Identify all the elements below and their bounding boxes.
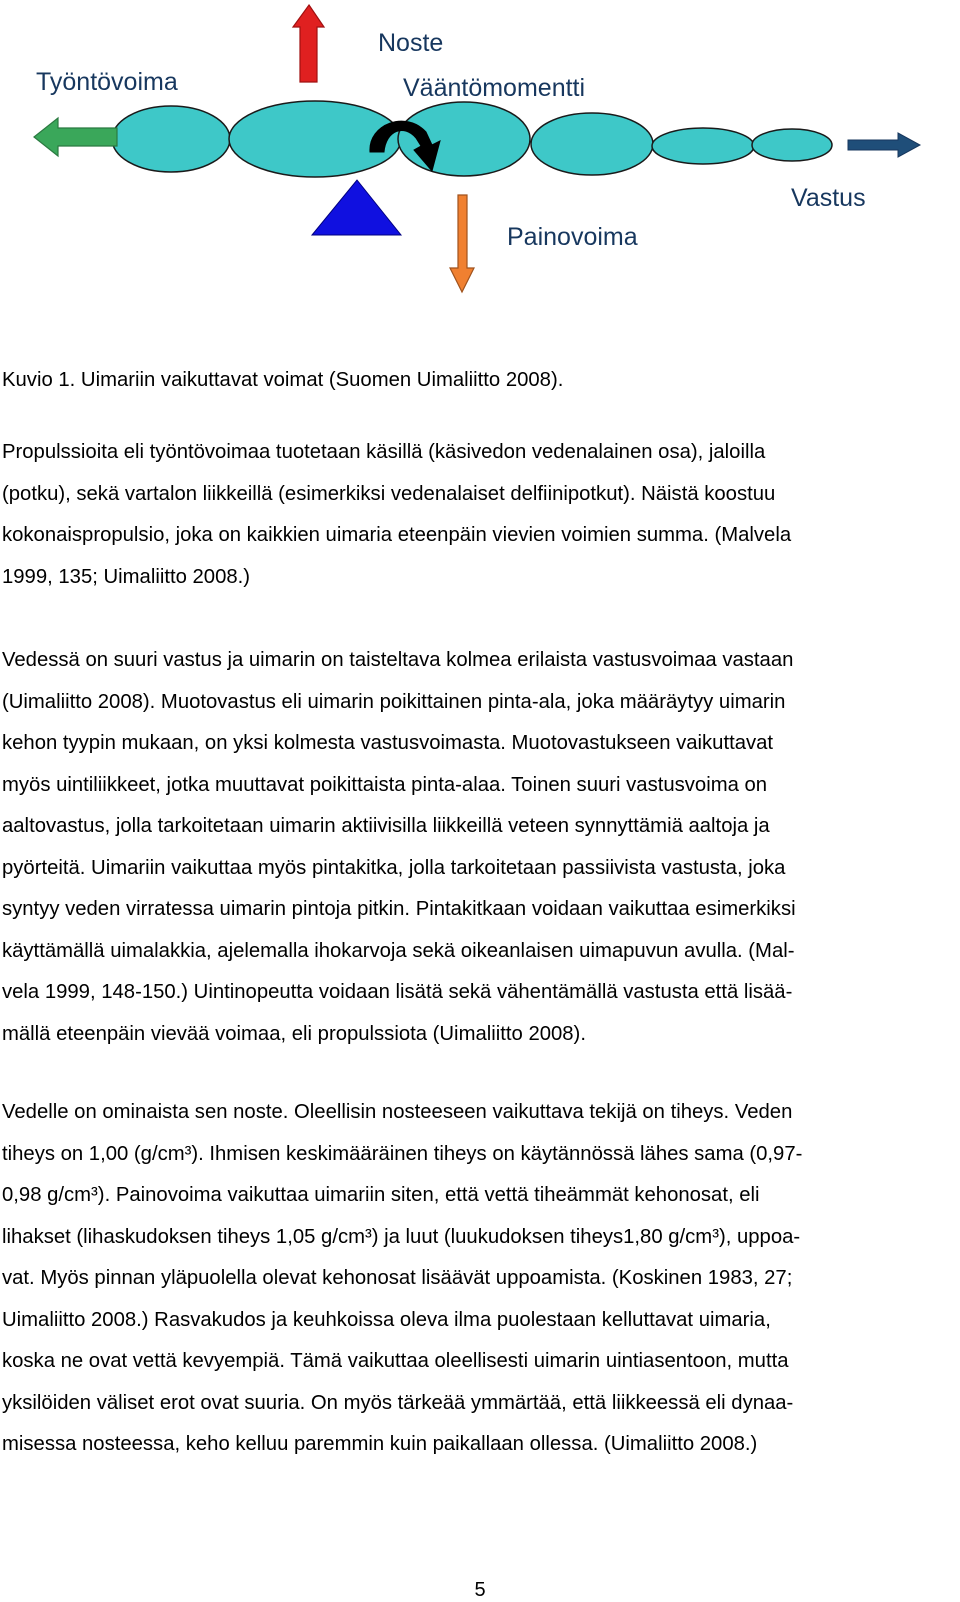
triangle-icon [312,180,401,235]
paragraph-line: vela 1999, 148-150.) Uintinopeutta voidaan lisätä sekä vähentämällä vastusta että lisää- [2,981,793,1003]
lift-label: Noste [378,29,444,57]
paragraph-line: käyttämällä uimalakkia, ajelemalla ihokarvoja sekä oikeanlaisen uimapuvun avulla. (Mal- [2,939,795,962]
paragraph-line: Propulssioita eli työntövoimaa tuotetaan käsillä (käsivedon vedenalainen osa), jaloilla [2,441,766,463]
paragraph-line: (potku), sekä vartalon liikkeillä (esimerkiksi vedenalaiset delfiinipotkut). Näistä koostuu [2,482,776,505]
paragraph-line: koska ne ovat vettä kevyempiä. Tämä vaikuttaa oleellisesti uimarin uintiasentoon, mutta [2,1350,789,1372]
paragraph-line: misessa nosteessa, keho kelluu paremmin kuin paikallaan ollessa. (Uimaliitto 2008.) [2,1433,758,1455]
body-segment-head [112,106,230,172]
paragraph-line: pyörteitä. Uimariin vaikuttaa myös pintakitka, jolla tarkoitetaan passiivista vastusta, joka [2,856,786,879]
gravity-label: Painovoima [507,223,638,251]
paragraph-line: syntyy veden virratessa uimarin pintoja pitkin. Pintakitkaan voidaan vaikuttaa esimerkiksi [2,898,796,920]
paragraph-line: kokonaispropulsio, joka on kaikkien uimaria eteenpäin vievien voimien summa. (Malvela [2,524,792,546]
forces-diagram [0,0,960,330]
paragraph-line: kehon tyypin mukaan, on yksi kolmesta vastusvoimasta. Muotovastukseen vaikuttavat [2,732,774,754]
paragraph-line: mällä eteenpäin vievää voimaa, eli propulssiota (Uimaliitto 2008). [2,1022,586,1045]
body-segment-thigh [531,113,653,175]
body-segment-calf [652,128,754,164]
paragraph-line: Uimaliitto 2008.) Rasvakudos ja keuhkoissa oleva ilma puolestaan kelluttavat uimaria, [2,1308,771,1331]
paragraph-buoyancy [2,1092,947,1466]
thrust-label: Työntövoima [36,68,178,96]
paragraph-drag [2,640,947,1055]
paragraph-line: aaltovastus, jolla tarkoitetaan uimarin aktiivisilla liikkeillä veteen synnyttämiä aaltoja ja [2,815,770,837]
paragraph-line: vat. Myös pinnan yläpuolella olevat kehonosat lisäävät uppoamista. (Koskinen 1983, 27; [2,1267,793,1289]
drag-label: Vastus [791,184,866,212]
paragraph-line: lihakset (lihaskudoksen tiheys 1,05 g/cm³) ja luut (luukudoksen tiheys1,80 g/cm³), uppoa- [2,1225,801,1248]
paragraph-line: tiheys on 1,00 (g/cm³). Ihmisen keskimääräinen tiheys on käytännössä lähes sama (0,97- [2,1142,803,1165]
paragraph-propulsion [2,432,947,598]
paragraph-line: Vedelle on ominaista sen noste. Oleellisin nosteeseen vaikuttava tekijä on tiheys. Veden [2,1101,793,1123]
gravity-arrow-icon [450,195,474,292]
thrust-arrow-icon [34,118,117,156]
page-number: 5 [474,1579,486,1601]
paragraph-line: myös uintiliikkeet, jotka muuttavat poikittaista pinta-alaa. Toinen suuri vastusvoima on [2,773,768,796]
paragraph-line: 0,98 g/cm³). Painovoima vaikuttaa uimariin siten, että vettä tiheämmät kehonosat, eli [2,1184,760,1206]
lift-arrow-icon [293,5,324,82]
drag-arrow-icon [848,133,920,157]
figure-caption: Kuvio 1. Uimariin vaikuttavat voimat (Suomen Uimaliitto 2008). [2,369,564,391]
paragraph-line: Vedessä on suuri vastus ja uimarin on taisteltava kolmea erilaista vastusvoimaa vastaan [2,649,794,671]
paragraph-line: 1999, 135; Uimaliitto 2008.) [2,565,251,588]
swimmer-forces-figure [0,0,960,330]
torque-label: Vääntömomentti [403,74,586,102]
body-segment-foot [752,129,832,161]
swimmer-body [112,101,832,177]
paragraph-line: (Uimaliitto 2008). Muotovastus eli uimarin poikittainen pinta-ala, joka määräytyy uimarin [2,690,786,713]
paragraph-line: yksilöiden väliset erot ovat suuria. On myös tärkeää ymmärtää, että liikkeessä eli dynaa- [2,1391,794,1414]
